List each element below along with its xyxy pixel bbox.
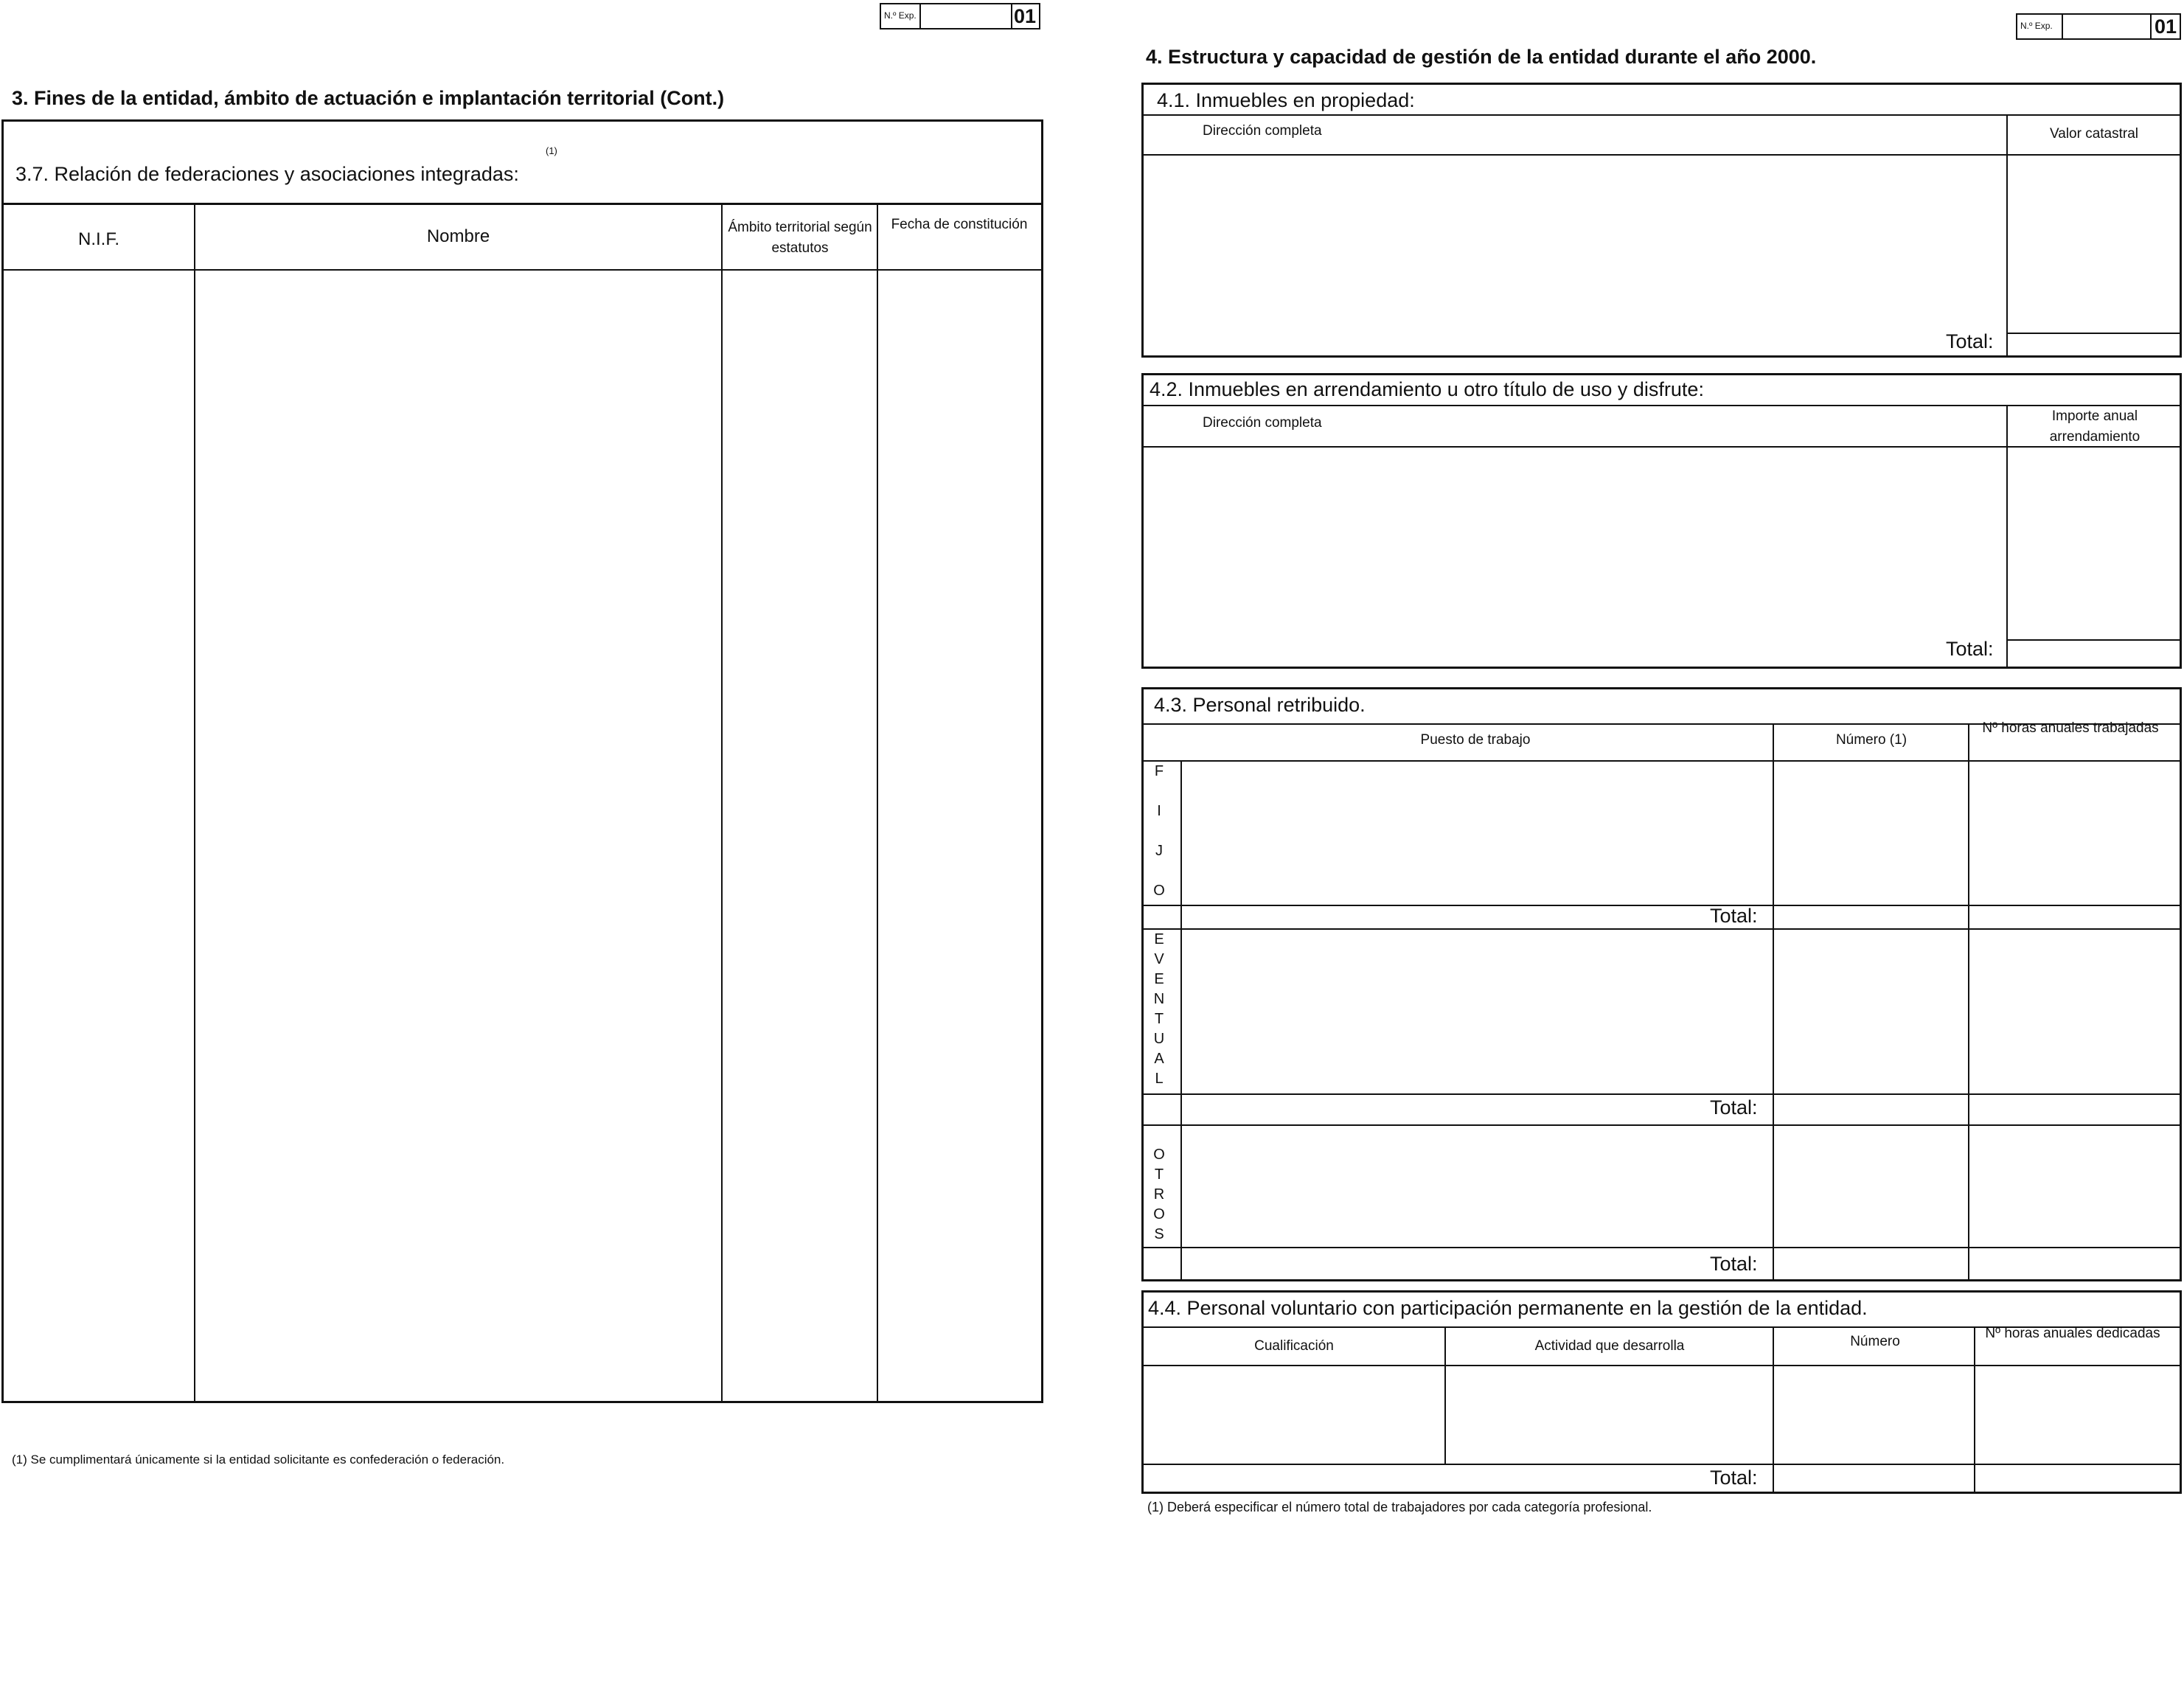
left-table-body[interactable] xyxy=(4,271,1041,1400)
s43-col3: Nº horas anuales trabajadas xyxy=(1982,720,2159,736)
s43-fijo-body[interactable] xyxy=(1182,762,2177,903)
s43-total-otros: Total: xyxy=(1710,1253,1758,1275)
s43-eventual-body[interactable] xyxy=(1182,930,2177,1092)
col-ambito: Ámbito territorial según estatutos xyxy=(728,220,872,256)
left-footnote: (1) Se cumplimentará únicamente si la entidad solicitante es confederación o federación. xyxy=(12,1453,505,1467)
right-exp-label: N.º Exp. xyxy=(2020,21,2053,31)
s43-title: 4.3. Personal retribuido. xyxy=(1154,694,1366,716)
section-4-4 xyxy=(1141,1290,2182,1494)
s44-col3: Número xyxy=(1850,1334,1900,1349)
section-4-3 xyxy=(1141,687,2182,1281)
s41-title: 4.1. Inmuebles en propiedad: xyxy=(1157,89,1415,111)
group-fijo-label: F I J O xyxy=(1153,763,1165,899)
right-exp-box xyxy=(2016,13,2181,40)
s41-col1: Dirección completa xyxy=(1203,123,1322,139)
s44-title: 4.4. Personal voluntario con participación permanente en la gestión de la entidad. xyxy=(1148,1297,1868,1319)
col-fecha: Fecha de constitución xyxy=(891,217,1028,232)
s43-col1: Puesto de trabajo xyxy=(1420,732,1531,748)
left-exp-number: 01 xyxy=(1013,5,1036,27)
group-otros-label: O T R O S xyxy=(1153,1147,1165,1242)
s43-otros-body[interactable] xyxy=(1182,1126,2177,1245)
right-section-title: 4. Estructura y capacidad de gestión de la entidad durante el año 2000. xyxy=(1146,46,1817,68)
s43-total-eventual: Total: xyxy=(1710,1096,1758,1119)
s44-col2: Actividad que desarrolla xyxy=(1534,1338,1685,1354)
section-4-1 xyxy=(1141,83,2182,358)
s41-col2: Valor catastral xyxy=(2049,126,2139,142)
s41-body[interactable] xyxy=(1144,156,2005,355)
s44-col4: Nº horas anuales dedicadas xyxy=(1985,1326,2160,1341)
left-exp-label: N.º Exp. xyxy=(884,10,917,21)
section-4-2 xyxy=(1141,373,2182,669)
s42-col1: Dirección completa xyxy=(1203,415,1322,431)
s43-total-fijo: Total: xyxy=(1710,905,1758,927)
subsection-note-mark: (1) xyxy=(546,145,557,156)
s42-title: 4.2. Inmuebles en arrendamiento u otro título de uso y disfrute: xyxy=(1150,378,1704,400)
right-exp-number: 01 xyxy=(2154,15,2177,38)
s44-total: Total: xyxy=(1710,1467,1758,1489)
s42-body[interactable] xyxy=(1144,448,2005,666)
right-footnote: (1) Deberá especificar el número total de trabajadores por cada categoría profesional. xyxy=(1147,1500,1652,1514)
s42-total: Total: xyxy=(1946,638,1994,660)
col-nif: N.I.F. xyxy=(77,229,119,249)
left-exp-box xyxy=(880,3,1040,29)
s41-total: Total: xyxy=(1946,330,1994,352)
left-section-title: 3. Fines de la entidad, ámbito de actuación e implantación territorial (Cont.) xyxy=(12,87,725,109)
s42-col2: Importe anual arrendamiento xyxy=(2049,408,2140,445)
group-eventual-label: E V E N T U A L xyxy=(1153,931,1165,1087)
left-table-frame xyxy=(1,119,1043,1403)
s43-col2: Número (1) xyxy=(1835,732,1907,748)
s44-body[interactable] xyxy=(1144,1366,2180,1462)
s44-col1: Cualificación xyxy=(1254,1338,1334,1354)
subsection-title: 3.7. Relación de federaciones y asociaciones integradas: xyxy=(15,163,519,185)
col-nombre: Nombre xyxy=(426,226,490,246)
